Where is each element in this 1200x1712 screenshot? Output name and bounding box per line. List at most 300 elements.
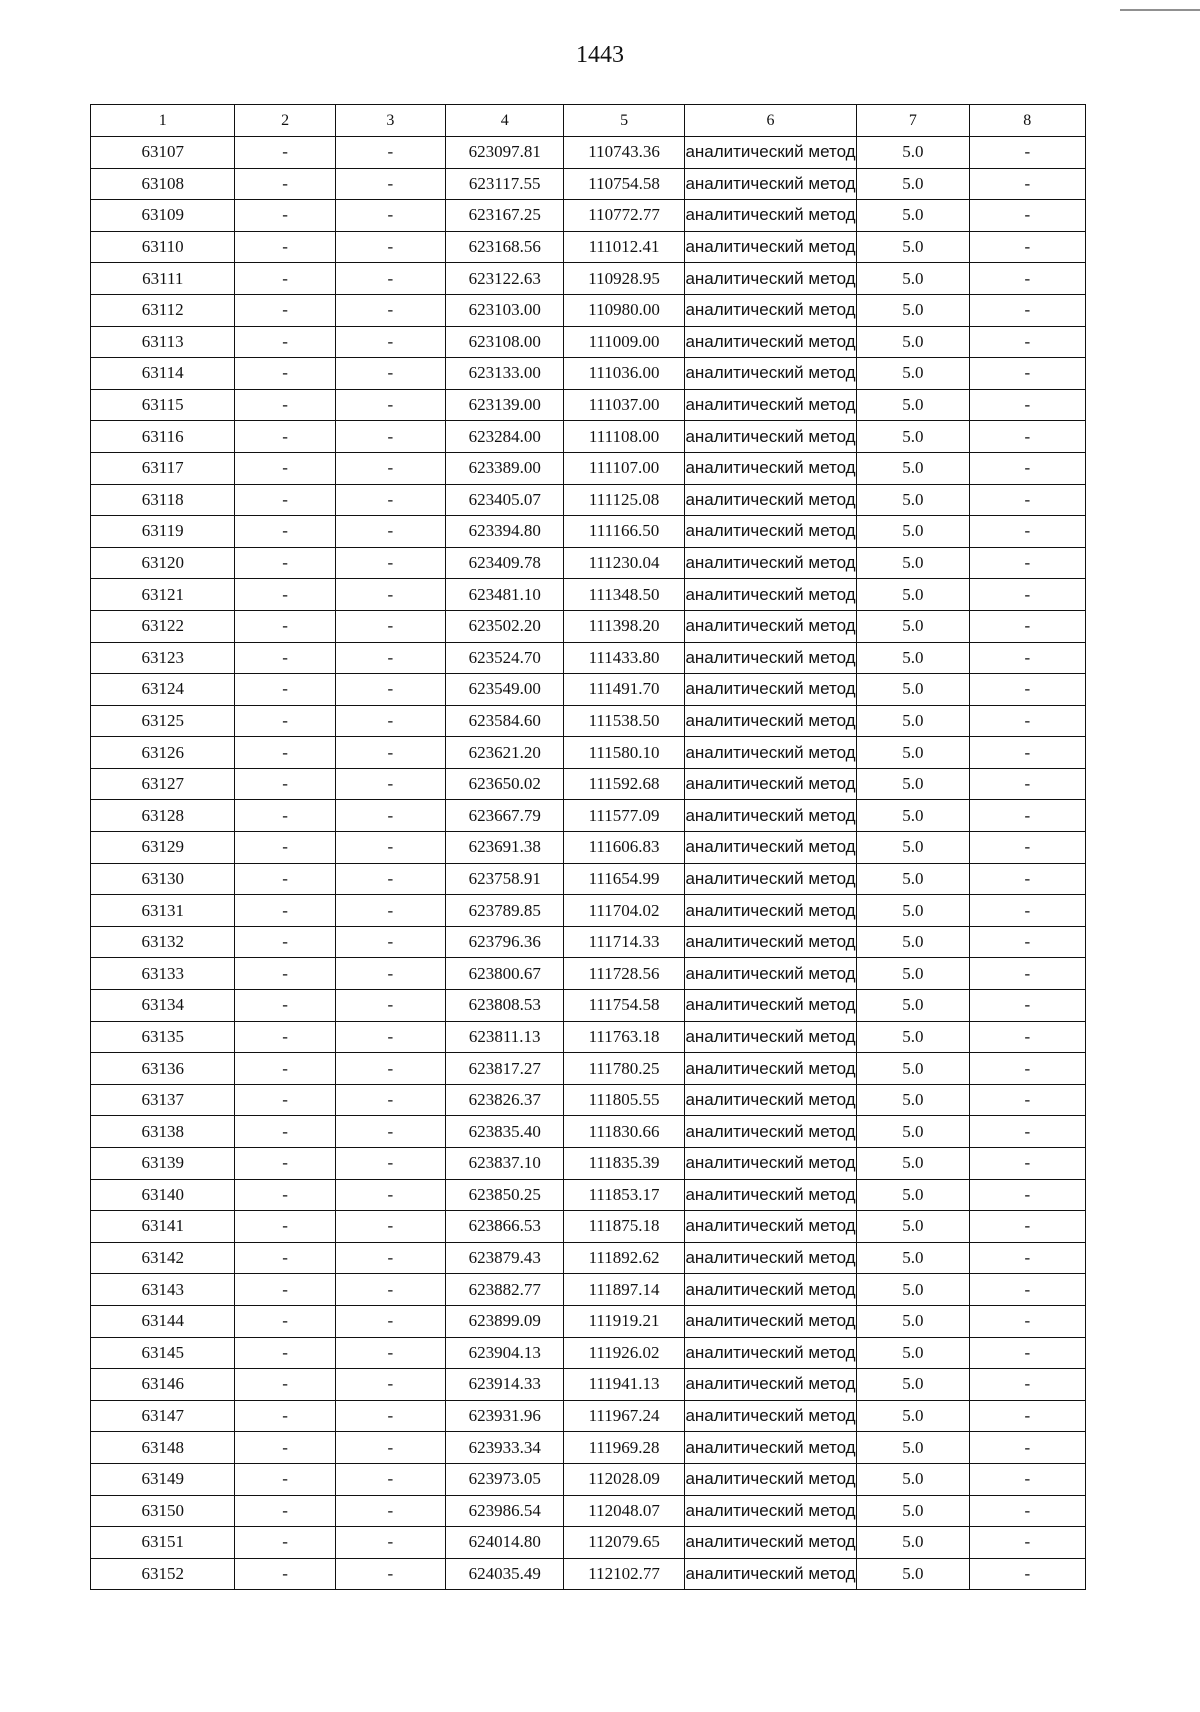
cell-coord-x: 623758.91 bbox=[446, 863, 564, 895]
cell-coord-x: 623167.25 bbox=[446, 200, 564, 232]
cell-col-2-value: - bbox=[235, 484, 335, 516]
cell-point-number: 63131 bbox=[91, 895, 235, 927]
cell-col-3-value: - bbox=[335, 642, 445, 674]
cell-col-3-value: - bbox=[335, 1021, 445, 1053]
scan-edge-svg bbox=[0, 9, 1200, 13]
cell-col-3-value: - bbox=[335, 137, 445, 169]
cell-col-2-value: - bbox=[235, 926, 335, 958]
cell-col-2-value: - bbox=[235, 168, 335, 200]
cell-coord-y: 111892.62 bbox=[564, 1242, 684, 1274]
cell-col-3-value: - bbox=[335, 990, 445, 1022]
cell-coord-y: 112048.07 bbox=[564, 1495, 684, 1527]
cell-accuracy: 5.0 bbox=[857, 168, 969, 200]
cell-method: аналитический метод bbox=[684, 1369, 857, 1401]
header-col-6: 6 bbox=[684, 105, 857, 137]
cell-col-2-value: - bbox=[235, 1084, 335, 1116]
cell-method: аналитический метод bbox=[684, 452, 857, 484]
cell-point-number: 63124 bbox=[91, 674, 235, 706]
cell-coord-x: 623405.07 bbox=[446, 484, 564, 516]
cell-col-8-value: - bbox=[969, 1148, 1085, 1180]
cell-accuracy: 5.0 bbox=[857, 1053, 969, 1085]
cell-method: аналитический метод bbox=[684, 610, 857, 642]
cell-col-8-value: - bbox=[969, 895, 1085, 927]
cell-accuracy: 5.0 bbox=[857, 926, 969, 958]
cell-col-3-value: - bbox=[335, 1527, 445, 1559]
cell-col-3-value: - bbox=[335, 1337, 445, 1369]
cell-method: аналитический метод bbox=[684, 1274, 857, 1306]
table-row bbox=[91, 326, 1086, 358]
cell-coord-y: 111941.13 bbox=[564, 1369, 684, 1401]
cell-coord-x: 623899.09 bbox=[446, 1305, 564, 1337]
cell-col-2-value: - bbox=[235, 1053, 335, 1085]
cell-accuracy: 5.0 bbox=[857, 705, 969, 737]
cell-coord-y: 111348.50 bbox=[564, 579, 684, 611]
cell-accuracy: 5.0 bbox=[857, 326, 969, 358]
cell-accuracy: 5.0 bbox=[857, 737, 969, 769]
cell-method: аналитический метод bbox=[684, 1053, 857, 1085]
cell-col-2-value: - bbox=[235, 421, 335, 453]
cell-point-number: 63128 bbox=[91, 800, 235, 832]
cell-coord-x: 623284.00 bbox=[446, 421, 564, 453]
table-row bbox=[91, 484, 1086, 516]
cell-point-number: 63115 bbox=[91, 389, 235, 421]
cell-col-8-value: - bbox=[969, 832, 1085, 864]
cell-coord-x: 623789.85 bbox=[446, 895, 564, 927]
cell-method: аналитический метод bbox=[684, 1211, 857, 1243]
cell-method: аналитический метод bbox=[684, 737, 857, 769]
cell-col-2-value: - bbox=[235, 579, 335, 611]
cell-method: аналитический метод bbox=[684, 1116, 857, 1148]
cell-col-8-value: - bbox=[969, 579, 1085, 611]
cell-method: аналитический метод bbox=[684, 168, 857, 200]
cell-col-3-value: - bbox=[335, 1274, 445, 1306]
cell-col-8-value: - bbox=[969, 1084, 1085, 1116]
cell-coord-x: 623584.60 bbox=[446, 705, 564, 737]
cell-col-3-value: - bbox=[335, 1211, 445, 1243]
cell-coord-y: 110928.95 bbox=[564, 263, 684, 295]
cell-col-3-value: - bbox=[335, 737, 445, 769]
cell-col-2-value: - bbox=[235, 1274, 335, 1306]
cell-coord-x: 623409.78 bbox=[446, 547, 564, 579]
cell-accuracy: 5.0 bbox=[857, 895, 969, 927]
cell-col-3-value: - bbox=[335, 1400, 445, 1432]
cell-method: аналитический метод bbox=[684, 1400, 857, 1432]
cell-point-number: 63143 bbox=[91, 1274, 235, 1306]
table-row bbox=[91, 1211, 1086, 1243]
table-row bbox=[91, 263, 1086, 295]
cell-col-8-value: - bbox=[969, 642, 1085, 674]
cell-point-number: 63140 bbox=[91, 1179, 235, 1211]
table-row bbox=[91, 895, 1086, 927]
cell-col-2-value: - bbox=[235, 1211, 335, 1243]
table-row bbox=[91, 1463, 1086, 1495]
cell-coord-y: 111853.17 bbox=[564, 1179, 684, 1211]
table-row bbox=[91, 1242, 1086, 1274]
cell-accuracy: 5.0 bbox=[857, 294, 969, 326]
cell-method: аналитический метод bbox=[684, 1084, 857, 1116]
cell-method: аналитический метод bbox=[684, 1527, 857, 1559]
cell-coord-y: 111108.00 bbox=[564, 421, 684, 453]
cell-col-2-value: - bbox=[235, 990, 335, 1022]
table-row bbox=[91, 1274, 1086, 1306]
cell-col-2-value: - bbox=[235, 263, 335, 295]
cell-coord-y: 110980.00 bbox=[564, 294, 684, 326]
table-row bbox=[91, 863, 1086, 895]
cell-accuracy: 5.0 bbox=[857, 547, 969, 579]
cell-col-3-value: - bbox=[335, 895, 445, 927]
table-row bbox=[91, 1021, 1086, 1053]
cell-col-3-value: - bbox=[335, 484, 445, 516]
cell-col-2-value: - bbox=[235, 1242, 335, 1274]
cell-method: аналитический метод bbox=[684, 137, 857, 169]
cell-coord-x: 623817.27 bbox=[446, 1053, 564, 1085]
cell-point-number: 63141 bbox=[91, 1211, 235, 1243]
cell-coord-x: 623866.53 bbox=[446, 1211, 564, 1243]
cell-col-3-value: - bbox=[335, 926, 445, 958]
cell-coord-y: 111577.09 bbox=[564, 800, 684, 832]
header-col-5: 5 bbox=[564, 105, 684, 137]
cell-method: аналитический метод bbox=[684, 326, 857, 358]
cell-col-8-value: - bbox=[969, 263, 1085, 295]
cell-method: аналитический метод bbox=[684, 1337, 857, 1369]
cell-coord-y: 111433.80 bbox=[564, 642, 684, 674]
cell-col-3-value: - bbox=[335, 452, 445, 484]
cell-coord-y: 112102.77 bbox=[564, 1558, 684, 1590]
cell-col-2-value: - bbox=[235, 358, 335, 390]
cell-method: аналитический метод bbox=[684, 231, 857, 263]
cell-coord-y: 112079.65 bbox=[564, 1527, 684, 1559]
cell-col-2-value: - bbox=[235, 800, 335, 832]
cell-point-number: 63116 bbox=[91, 421, 235, 453]
cell-coord-x: 623904.13 bbox=[446, 1337, 564, 1369]
cell-col-8-value: - bbox=[969, 1305, 1085, 1337]
cell-accuracy: 5.0 bbox=[857, 1527, 969, 1559]
cell-coord-y: 111780.25 bbox=[564, 1053, 684, 1085]
cell-coord-x: 623524.70 bbox=[446, 642, 564, 674]
cell-coord-x: 623108.00 bbox=[446, 326, 564, 358]
cell-point-number: 63107 bbox=[91, 137, 235, 169]
table-row bbox=[91, 926, 1086, 958]
cell-col-2-value: - bbox=[235, 1400, 335, 1432]
cell-point-number: 63142 bbox=[91, 1242, 235, 1274]
cell-col-3-value: - bbox=[335, 263, 445, 295]
cell-col-3-value: - bbox=[335, 421, 445, 453]
cell-point-number: 63112 bbox=[91, 294, 235, 326]
cell-coord-x: 623691.38 bbox=[446, 832, 564, 864]
cell-col-3-value: - bbox=[335, 389, 445, 421]
cell-col-2-value: - bbox=[235, 1021, 335, 1053]
cell-col-2-value: - bbox=[235, 1148, 335, 1180]
cell-col-3-value: - bbox=[335, 800, 445, 832]
cell-coord-y: 111919.21 bbox=[564, 1305, 684, 1337]
table-row bbox=[91, 1400, 1086, 1432]
cell-coord-y: 111592.68 bbox=[564, 768, 684, 800]
cell-col-2-value: - bbox=[235, 1495, 335, 1527]
cell-accuracy: 5.0 bbox=[857, 1274, 969, 1306]
cell-col-8-value: - bbox=[969, 231, 1085, 263]
cell-coord-y: 111654.99 bbox=[564, 863, 684, 895]
cell-col-8-value: - bbox=[969, 737, 1085, 769]
cell-coord-x: 623879.43 bbox=[446, 1242, 564, 1274]
table-row bbox=[91, 294, 1086, 326]
table-row bbox=[91, 832, 1086, 864]
cell-col-2-value: - bbox=[235, 1179, 335, 1211]
cell-col-8-value: - bbox=[969, 1337, 1085, 1369]
table-row bbox=[91, 579, 1086, 611]
cell-coord-y: 111606.83 bbox=[564, 832, 684, 864]
cell-coord-y: 111714.33 bbox=[564, 926, 684, 958]
cell-col-8-value: - bbox=[969, 1179, 1085, 1211]
header-row bbox=[91, 105, 1086, 137]
cell-coord-y: 111009.00 bbox=[564, 326, 684, 358]
cell-accuracy: 5.0 bbox=[857, 674, 969, 706]
cell-col-2-value: - bbox=[235, 863, 335, 895]
cell-col-2-value: - bbox=[235, 516, 335, 548]
table-row bbox=[91, 358, 1086, 390]
cell-accuracy: 5.0 bbox=[857, 1337, 969, 1369]
cell-col-2-value: - bbox=[235, 389, 335, 421]
cell-coord-x: 623122.63 bbox=[446, 263, 564, 295]
cell-accuracy: 5.0 bbox=[857, 1400, 969, 1432]
cell-method: аналитический метод bbox=[684, 1432, 857, 1464]
cell-point-number: 63151 bbox=[91, 1527, 235, 1559]
cell-point-number: 63148 bbox=[91, 1432, 235, 1464]
cell-point-number: 63149 bbox=[91, 1463, 235, 1495]
coordinates-table bbox=[90, 104, 1086, 1590]
cell-col-3-value: - bbox=[335, 1432, 445, 1464]
cell-col-3-value: - bbox=[335, 610, 445, 642]
cell-col-8-value: - bbox=[969, 389, 1085, 421]
cell-coord-y: 111926.02 bbox=[564, 1337, 684, 1369]
cell-col-8-value: - bbox=[969, 484, 1085, 516]
cell-point-number: 63114 bbox=[91, 358, 235, 390]
cell-method: аналитический метод bbox=[684, 674, 857, 706]
cell-accuracy: 5.0 bbox=[857, 421, 969, 453]
cell-col-8-value: - bbox=[969, 1495, 1085, 1527]
cell-col-8-value: - bbox=[969, 1211, 1085, 1243]
cell-coord-y: 110772.77 bbox=[564, 200, 684, 232]
cell-accuracy: 5.0 bbox=[857, 990, 969, 1022]
cell-point-number: 63138 bbox=[91, 1116, 235, 1148]
cell-coord-x: 623882.77 bbox=[446, 1274, 564, 1306]
cell-col-2-value: - bbox=[235, 1305, 335, 1337]
cell-accuracy: 5.0 bbox=[857, 832, 969, 864]
cell-col-8-value: - bbox=[969, 547, 1085, 579]
cell-col-8-value: - bbox=[969, 358, 1085, 390]
cell-method: аналитический метод bbox=[684, 1305, 857, 1337]
table-row bbox=[91, 768, 1086, 800]
cell-method: аналитический метод bbox=[684, 516, 857, 548]
cell-coord-y: 111491.70 bbox=[564, 674, 684, 706]
cell-point-number: 63139 bbox=[91, 1148, 235, 1180]
table-row bbox=[91, 800, 1086, 832]
table-row bbox=[91, 168, 1086, 200]
cell-coord-x: 623800.67 bbox=[446, 958, 564, 990]
cell-col-8-value: - bbox=[969, 768, 1085, 800]
cell-col-8-value: - bbox=[969, 705, 1085, 737]
cell-col-8-value: - bbox=[969, 452, 1085, 484]
cell-col-2-value: - bbox=[235, 832, 335, 864]
cell-method: аналитический метод bbox=[684, 389, 857, 421]
cell-coord-y: 111230.04 bbox=[564, 547, 684, 579]
cell-coord-y: 111897.14 bbox=[564, 1274, 684, 1306]
cell-col-8-value: - bbox=[969, 421, 1085, 453]
table-row bbox=[91, 1148, 1086, 1180]
table-row bbox=[91, 1432, 1086, 1464]
header-col-1: 1 bbox=[91, 105, 235, 137]
cell-method: аналитический метод bbox=[684, 832, 857, 864]
cell-col-2-value: - bbox=[235, 1116, 335, 1148]
table-row bbox=[91, 231, 1086, 263]
cell-coord-y: 111580.10 bbox=[564, 737, 684, 769]
cell-col-8-value: - bbox=[969, 1274, 1085, 1306]
cell-point-number: 63133 bbox=[91, 958, 235, 990]
cell-col-2-value: - bbox=[235, 610, 335, 642]
cell-coord-y: 110754.58 bbox=[564, 168, 684, 200]
table-row bbox=[91, 674, 1086, 706]
cell-coord-y: 110743.36 bbox=[564, 137, 684, 169]
cell-col-3-value: - bbox=[335, 1495, 445, 1527]
cell-accuracy: 5.0 bbox=[857, 1116, 969, 1148]
table-row bbox=[91, 389, 1086, 421]
cell-point-number: 63147 bbox=[91, 1400, 235, 1432]
cell-col-3-value: - bbox=[335, 1053, 445, 1085]
cell-col-3-value: - bbox=[335, 1558, 445, 1590]
cell-coord-x: 623103.00 bbox=[446, 294, 564, 326]
cell-accuracy: 5.0 bbox=[857, 231, 969, 263]
cell-method: аналитический метод bbox=[684, 895, 857, 927]
cell-coord-x: 623796.36 bbox=[446, 926, 564, 958]
cell-col-3-value: - bbox=[335, 768, 445, 800]
header-col-7: 7 bbox=[857, 105, 969, 137]
cell-col-8-value: - bbox=[969, 1400, 1085, 1432]
cell-accuracy: 5.0 bbox=[857, 1463, 969, 1495]
cell-col-3-value: - bbox=[335, 358, 445, 390]
cell-col-8-value: - bbox=[969, 610, 1085, 642]
header-col-3: 3 bbox=[335, 105, 445, 137]
cell-method: аналитический метод bbox=[684, 863, 857, 895]
cell-col-2-value: - bbox=[235, 895, 335, 927]
cell-point-number: 63123 bbox=[91, 642, 235, 674]
cell-point-number: 63130 bbox=[91, 863, 235, 895]
cell-col-2-value: - bbox=[235, 737, 335, 769]
cell-col-3-value: - bbox=[335, 958, 445, 990]
cell-col-3-value: - bbox=[335, 1116, 445, 1148]
cell-col-3-value: - bbox=[335, 1242, 445, 1274]
cell-col-3-value: - bbox=[335, 231, 445, 263]
cell-accuracy: 5.0 bbox=[857, 642, 969, 674]
cell-col-2-value: - bbox=[235, 642, 335, 674]
table-row bbox=[91, 642, 1086, 674]
table-row bbox=[91, 452, 1086, 484]
cell-point-number: 63108 bbox=[91, 168, 235, 200]
table-row bbox=[91, 958, 1086, 990]
cell-point-number: 63111 bbox=[91, 263, 235, 295]
cell-col-2-value: - bbox=[235, 768, 335, 800]
cell-accuracy: 5.0 bbox=[857, 579, 969, 611]
cell-method: аналитический метод bbox=[684, 1558, 857, 1590]
cell-coord-x: 623811.13 bbox=[446, 1021, 564, 1053]
cell-method: аналитический метод bbox=[684, 958, 857, 990]
cell-method: аналитический метод bbox=[684, 800, 857, 832]
cell-col-3-value: - bbox=[335, 168, 445, 200]
header-col-4: 4 bbox=[446, 105, 564, 137]
cell-coord-x: 623117.55 bbox=[446, 168, 564, 200]
cell-method: аналитический метод bbox=[684, 1021, 857, 1053]
cell-coord-x: 624035.49 bbox=[446, 1558, 564, 1590]
table-row bbox=[91, 705, 1086, 737]
cell-accuracy: 5.0 bbox=[857, 358, 969, 390]
cell-col-8-value: - bbox=[969, 926, 1085, 958]
table-row bbox=[91, 990, 1086, 1022]
cell-method: аналитический метод bbox=[684, 421, 857, 453]
cell-col-3-value: - bbox=[335, 200, 445, 232]
cell-coord-y: 111012.41 bbox=[564, 231, 684, 263]
cell-coord-y: 111835.39 bbox=[564, 1148, 684, 1180]
cell-coord-y: 111763.18 bbox=[564, 1021, 684, 1053]
cell-point-number: 63127 bbox=[91, 768, 235, 800]
table-body bbox=[91, 137, 1086, 1590]
cell-coord-x: 623826.37 bbox=[446, 1084, 564, 1116]
cell-accuracy: 5.0 bbox=[857, 1179, 969, 1211]
table-row bbox=[91, 1116, 1086, 1148]
cell-point-number: 63134 bbox=[91, 990, 235, 1022]
cell-coord-x: 623835.40 bbox=[446, 1116, 564, 1148]
cell-point-number: 63117 bbox=[91, 452, 235, 484]
cell-accuracy: 5.0 bbox=[857, 1305, 969, 1337]
table-row bbox=[91, 200, 1086, 232]
cell-coord-x: 623481.10 bbox=[446, 579, 564, 611]
cell-method: аналитический метод bbox=[684, 484, 857, 516]
cell-method: аналитический метод bbox=[684, 579, 857, 611]
cell-coord-x: 623168.56 bbox=[446, 231, 564, 263]
cell-col-8-value: - bbox=[969, 1116, 1085, 1148]
cell-accuracy: 5.0 bbox=[857, 1558, 969, 1590]
cell-col-8-value: - bbox=[969, 1053, 1085, 1085]
cell-accuracy: 5.0 bbox=[857, 137, 969, 169]
cell-col-8-value: - bbox=[969, 1369, 1085, 1401]
table-row bbox=[91, 137, 1086, 169]
cell-point-number: 63125 bbox=[91, 705, 235, 737]
cell-accuracy: 5.0 bbox=[857, 958, 969, 990]
cell-coord-x: 623667.79 bbox=[446, 800, 564, 832]
cell-col-2-value: - bbox=[235, 452, 335, 484]
cell-method: аналитический метод bbox=[684, 1463, 857, 1495]
cell-accuracy: 5.0 bbox=[857, 1084, 969, 1116]
table-row bbox=[91, 1527, 1086, 1559]
cell-coord-x: 623549.00 bbox=[446, 674, 564, 706]
cell-method: аналитический метод bbox=[684, 642, 857, 674]
cell-coord-x: 623973.05 bbox=[446, 1463, 564, 1495]
cell-coord-y: 111704.02 bbox=[564, 895, 684, 927]
cell-coord-y: 111754.58 bbox=[564, 990, 684, 1022]
cell-col-2-value: - bbox=[235, 1558, 335, 1590]
cell-coord-x: 623914.33 bbox=[446, 1369, 564, 1401]
cell-point-number: 63126 bbox=[91, 737, 235, 769]
cell-col-3-value: - bbox=[335, 1305, 445, 1337]
cell-point-number: 63121 bbox=[91, 579, 235, 611]
cell-accuracy: 5.0 bbox=[857, 863, 969, 895]
cell-col-8-value: - bbox=[969, 137, 1085, 169]
cell-coord-x: 623133.00 bbox=[446, 358, 564, 390]
cell-point-number: 63118 bbox=[91, 484, 235, 516]
cell-point-number: 63120 bbox=[91, 547, 235, 579]
cell-accuracy: 5.0 bbox=[857, 768, 969, 800]
cell-col-2-value: - bbox=[235, 294, 335, 326]
header-col-8: 8 bbox=[969, 105, 1085, 137]
cell-method: аналитический метод bbox=[684, 926, 857, 958]
cell-col-8-value: - bbox=[969, 674, 1085, 706]
